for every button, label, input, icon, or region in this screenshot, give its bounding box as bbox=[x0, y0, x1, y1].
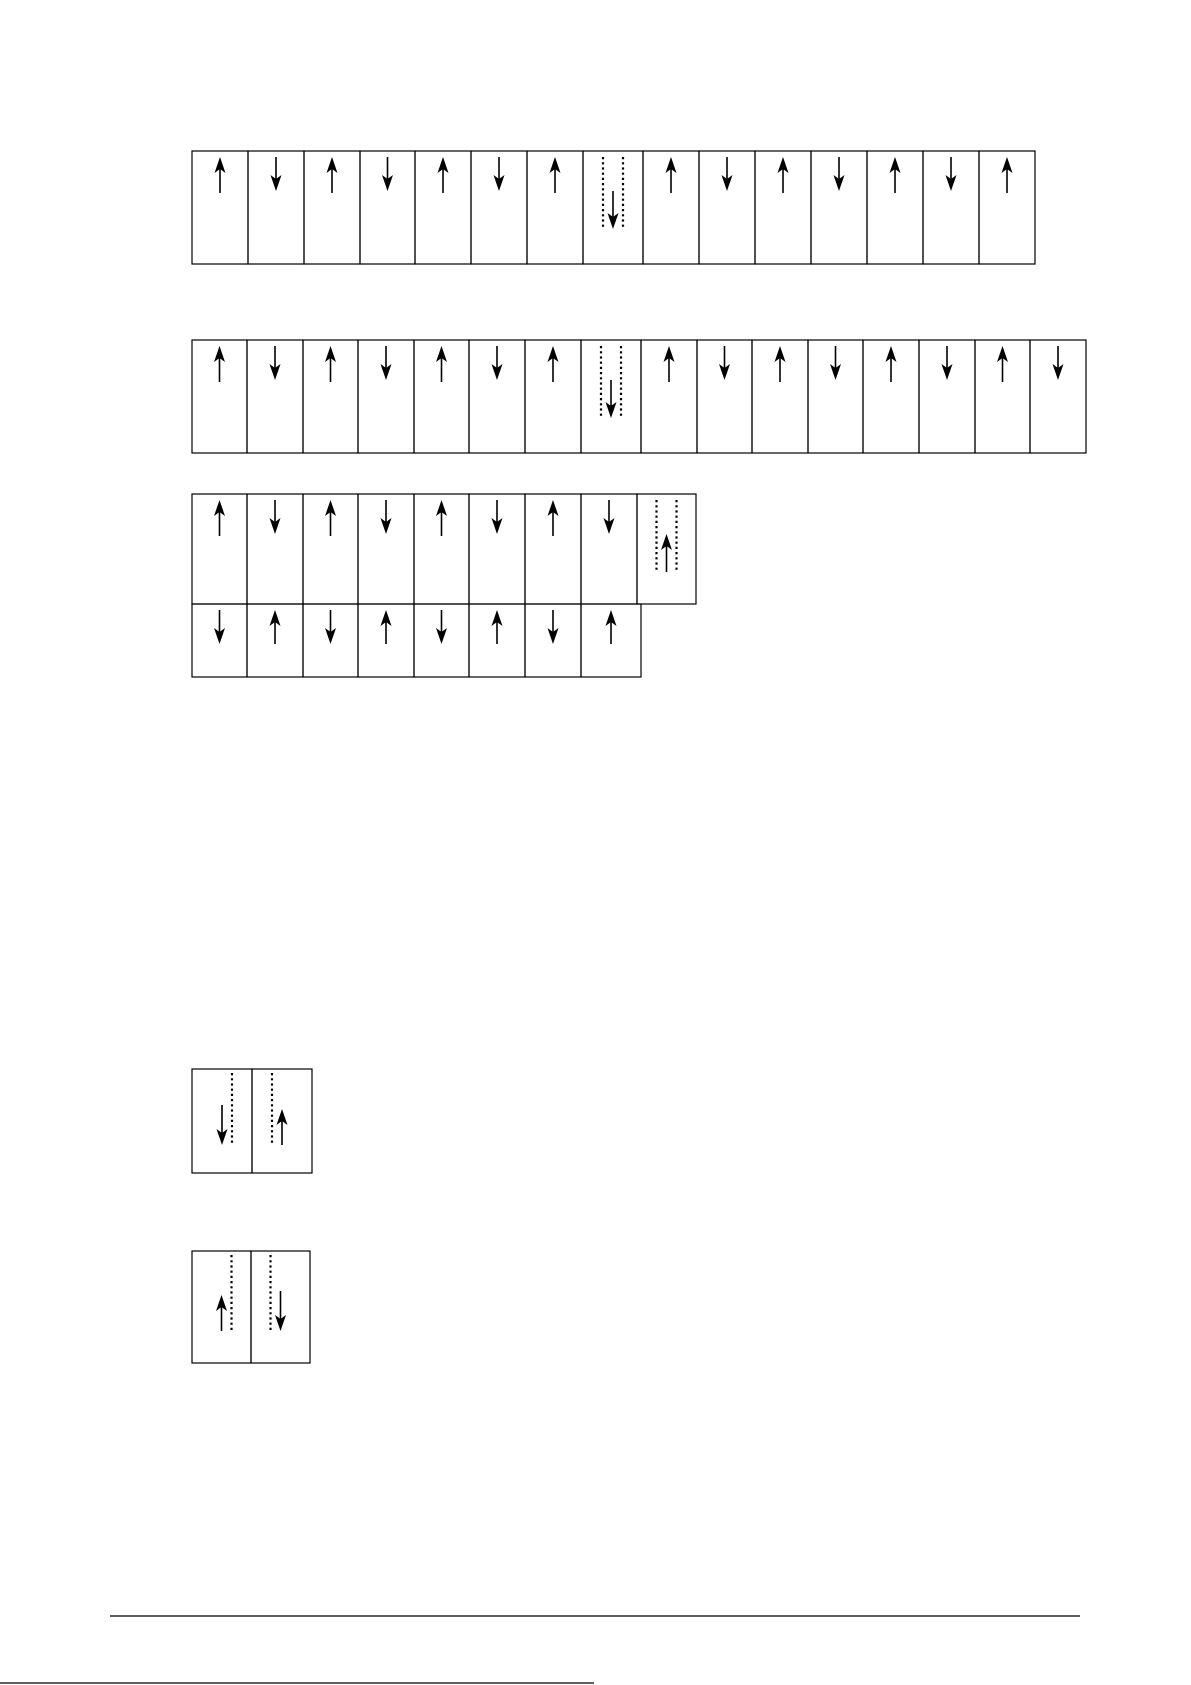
panel-cell bbox=[581, 494, 637, 604]
panel-cell bbox=[641, 340, 697, 453]
panel-cell bbox=[919, 340, 975, 453]
panel-cell bbox=[192, 1251, 251, 1363]
panel-cell bbox=[248, 151, 304, 264]
panel-cell bbox=[699, 151, 755, 264]
panel-cell bbox=[469, 494, 525, 604]
panel-cell bbox=[637, 494, 696, 604]
panel-cell bbox=[527, 151, 583, 264]
panel-cell bbox=[304, 151, 360, 264]
panel-cell bbox=[525, 340, 581, 453]
panel-cell bbox=[358, 494, 414, 604]
diagram-layer bbox=[192, 151, 1086, 1363]
panel-cell bbox=[192, 604, 247, 677]
panel-cell bbox=[358, 604, 414, 677]
panel-cell bbox=[358, 340, 414, 453]
panel-cell bbox=[697, 340, 752, 453]
panel-cell bbox=[923, 151, 979, 264]
panel-cell bbox=[469, 340, 525, 453]
panel-cell bbox=[643, 151, 699, 264]
panel-cell bbox=[979, 151, 1035, 264]
panel-cell bbox=[525, 494, 581, 604]
panel-cell bbox=[251, 1251, 310, 1363]
panel-cell bbox=[303, 494, 358, 604]
panel-cell bbox=[247, 340, 303, 453]
panel-cell bbox=[192, 151, 248, 264]
panel-cell bbox=[192, 494, 247, 604]
panel-cell bbox=[414, 604, 469, 677]
panel-cell bbox=[469, 604, 525, 677]
panel-cell bbox=[471, 151, 527, 264]
diagram-row-2 bbox=[192, 340, 1086, 453]
panel-cell bbox=[303, 340, 358, 453]
panel-cell bbox=[414, 340, 469, 453]
panel-cell bbox=[811, 151, 867, 264]
panel-cell bbox=[360, 151, 415, 264]
panel-cell bbox=[192, 1069, 252, 1173]
panel-cell bbox=[303, 604, 358, 677]
diagram-two-row bbox=[192, 494, 696, 677]
panel-cell bbox=[755, 151, 811, 264]
panel-cell bbox=[252, 1069, 312, 1173]
diagram-row-1 bbox=[192, 151, 1035, 264]
panel-cell bbox=[247, 604, 303, 677]
panel-cell bbox=[808, 340, 863, 453]
panel-cell bbox=[863, 340, 919, 453]
diagram-pair-b bbox=[192, 1251, 310, 1363]
panel-cell bbox=[247, 494, 303, 604]
panel-cell bbox=[867, 151, 923, 264]
panel-cell bbox=[975, 340, 1030, 453]
diagram-pair-a bbox=[192, 1069, 312, 1173]
panel-cell bbox=[525, 604, 581, 677]
panel-cell bbox=[415, 151, 471, 264]
panel-cell bbox=[414, 494, 469, 604]
panel-cell bbox=[581, 604, 641, 677]
panel-cell bbox=[583, 151, 643, 264]
panel-cell bbox=[1030, 340, 1086, 453]
panel-cell bbox=[581, 340, 641, 453]
panel-cell bbox=[752, 340, 808, 453]
panel-cell bbox=[192, 340, 247, 453]
